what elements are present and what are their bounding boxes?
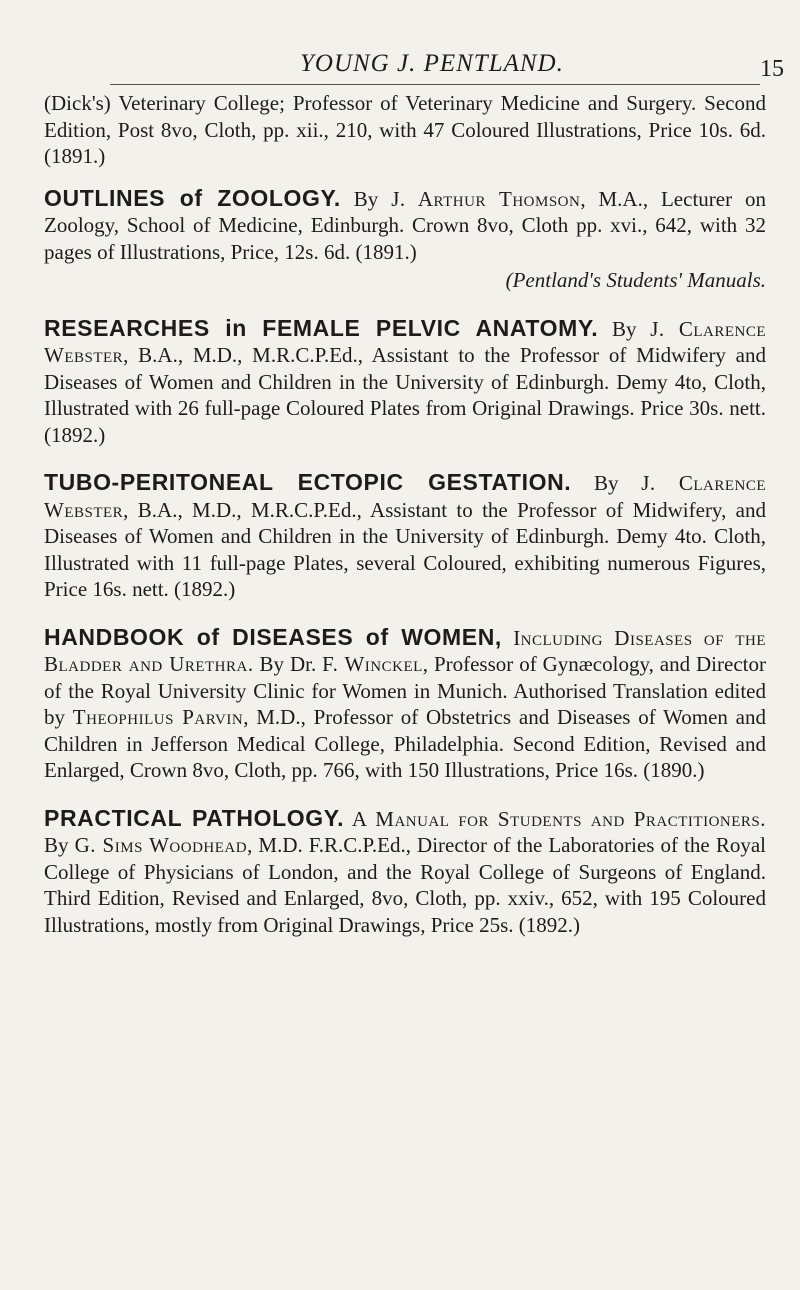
catalogue-entry xyxy=(44,624,766,784)
entry-body: , B.A., M.D., M.R.C.P.Ed., Assistant to the Professor of Midwifery, and Diseases of Women and Children in the University of Edinburgh. Demy 4to. Cloth, Illustrated with 11 full-page Plates, several Coloured, exhibiting numerous Figures, Price 16s. nett. (1892.) xyxy=(44,497,766,601)
entry-body: , M.D. F.R.C.P.Ed., Director of the Laboratories of the Royal College of Physicians of London, and the Royal College of Surgeons of England. Third Edition, Revised and Enlarged, 8vo, Cloth, pp. xxiv., 652, with 195 Coloured Illustrations, mostly from Original Drawings, Price 25s. (1892.) xyxy=(44,833,766,937)
header-rule xyxy=(110,84,760,85)
entry-body-continued: , M.D., Professor of Obstetrics and Diseases of Women and Children in Jefferson Medical College, Philadelphia. Second Edition, Revised and Enlarged, Crown 8vo, Cloth, pp. 766, with 150 Illustrations, Price 16s. (1890.) xyxy=(44,705,767,782)
running-head xyxy=(0,40,800,80)
catalogue-entry xyxy=(44,805,766,939)
catalogue-entry xyxy=(44,315,766,449)
entry-body: (Dick's) Veterinary College; Professor of Veterinary Medicine and Surgery. Second Edition, Post 8vo, Cloth, pp. xii., 210, with 47 Coloured Illustrations, Price 10s. 6d. (1891.) xyxy=(44,91,766,168)
entry-heading: HANDBOOK of DISEASES of WOMEN, xyxy=(44,623,502,650)
entry-by: By xyxy=(340,186,392,211)
entry-heading: RESEARCHES in FEMALE PELVIC ANATOMY. xyxy=(44,314,599,341)
entry-by: By Dr. xyxy=(253,652,323,676)
entry-subtitle: Including Diseases of the Bladder and Urethra. xyxy=(44,625,766,676)
entry-by: By xyxy=(598,316,651,341)
entry-by: By xyxy=(571,471,642,495)
catalogue-entries xyxy=(44,90,766,955)
entry-body: , Professor of Gynæcology, and Director of the Royal University Clinic for Women in Munich. Authorised Translation edited by xyxy=(44,652,766,729)
entry-author: J. Clarence Webster xyxy=(44,316,766,367)
catalogue-entry xyxy=(44,185,766,294)
catalogue-entry xyxy=(44,469,766,603)
entry-heading: TUBO-PERITONEAL ECTOPIC GESTATION. xyxy=(44,469,572,495)
entry-body: , M.A., Lecturer on Zoology, School of Medicine, Edinburgh. Crown 8vo, Cloth pp. xvi., 642, with 32 pages of Illustrations, Price, 12s. 6d. (1891.) xyxy=(44,186,766,264)
entry-subtitle: A Manual for Students and Practitioners. xyxy=(344,806,766,831)
entry-translator: Theophilus Parvin xyxy=(72,705,244,729)
entry-author: F. Winckel xyxy=(322,652,423,676)
entry-heading: OUTLINES of ZOOLOGY. xyxy=(44,184,341,211)
running-title: YOUNG J. PENTLAND. xyxy=(300,50,564,77)
page-number: 15 xyxy=(760,56,784,82)
entry-author: J. Arthur Thomson xyxy=(391,186,581,211)
entry-author: G. Sims Woodhead xyxy=(74,833,248,857)
entry-author: J. Clarence Webster xyxy=(44,471,766,522)
entry-heading: PRACTICAL PATHOLOGY. xyxy=(44,804,345,831)
series-title: (Pentland's Students' Manuals. xyxy=(505,268,766,292)
entry-body: , B.A., M.D., M.R.C.P.Ed., Assistant to the Professor of Midwifery and Diseases of Women and Children in the University of Edinburgh. Demy 4to, Cloth, Illustrated with 26 full-page Coloured Plates from Original Drawings. Price 30s. nett. (1892.) xyxy=(44,343,766,447)
entry-by: By xyxy=(44,833,75,857)
catalogue-entry xyxy=(44,90,766,170)
